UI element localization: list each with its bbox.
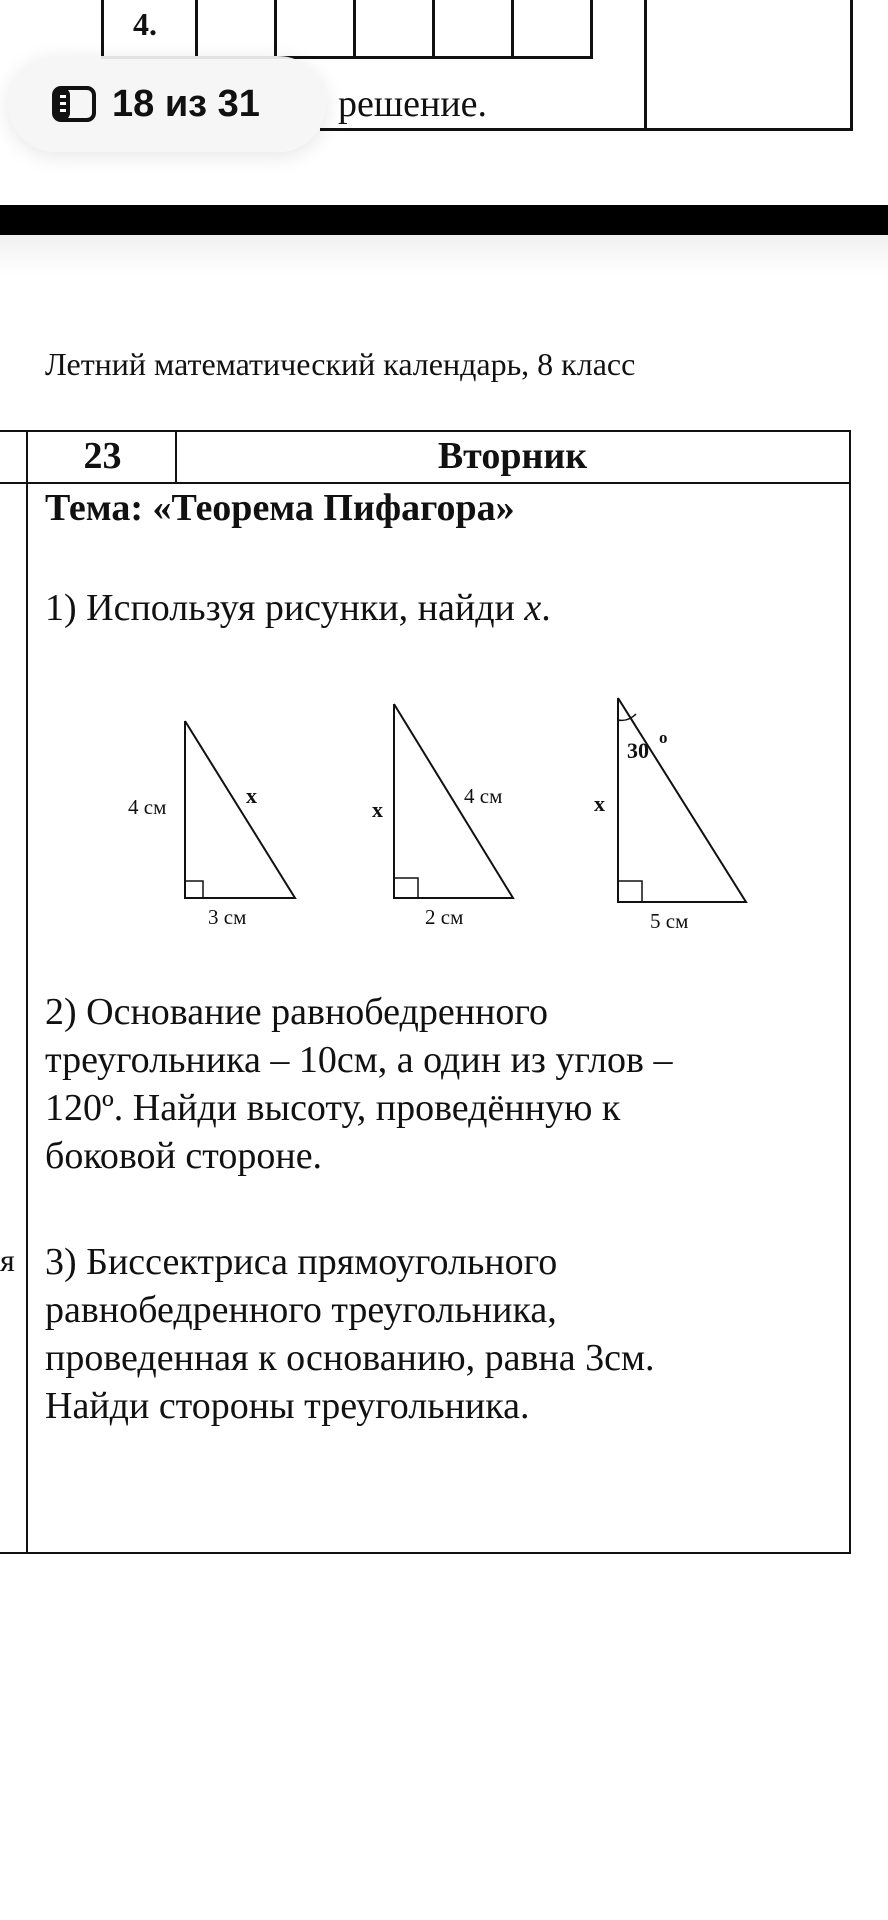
question-2-line: 120º. Найди высоту, проведённую к — [45, 1087, 621, 1129]
question-1-prefix: 1) Используя рисунки, найди — [45, 587, 525, 629]
question-3-line: Найди стороны треугольника. — [45, 1385, 530, 1427]
triangle-1-leg-vertical-label: 4 см — [128, 795, 167, 819]
day-name: Вторник — [437, 435, 588, 477]
text-fragment: решение. — [338, 83, 488, 125]
topic-title: Тема: «Теорема Пифагора» — [45, 487, 515, 529]
triangle-2-hypotenuse-label: 4 см — [464, 784, 503, 808]
question-3-line: проведенная к основанию, равна 3см. — [45, 1337, 655, 1379]
triangle-3-leg-vertical-label: x — [594, 791, 605, 816]
question-2 — [45, 988, 845, 1180]
row-number: 4. — [133, 6, 157, 42]
page-indicator-text: 18 из 31 — [112, 82, 260, 125]
triangle-3-leg-horizontal-label: 5 см — [650, 909, 689, 933]
question-1-suffix: . — [541, 587, 551, 629]
table-border-bottom — [0, 1552, 851, 1554]
page-header: Летний математический календарь, 8 класс — [45, 346, 636, 382]
question-2-line: боковой стороне. — [45, 1135, 323, 1177]
question-3-line: 3) Биссектриса прямоугольного — [45, 1241, 558, 1283]
triangle-2-leg-horizontal-label: 2 см — [425, 905, 464, 929]
triangle-3-angle-degree: o — [659, 728, 668, 747]
question-3-line: равнобедренного треугольника, — [45, 1289, 557, 1331]
question-2-line: 2) Основание равнобедренного — [45, 991, 548, 1033]
left-margin-fragment: я — [0, 1242, 15, 1278]
question-2-line: треугольника – 10см, а один из углов – — [45, 1039, 673, 1081]
question-1-variable: x — [524, 587, 542, 629]
triangle-2-leg-vertical-label: x — [372, 797, 383, 822]
day-number: 23 — [83, 435, 122, 477]
question-3 — [45, 1238, 845, 1430]
triangle-1-hypotenuse-label: x — [246, 783, 257, 808]
triangle-1-leg-horizontal-label: 3 см — [208, 905, 247, 929]
triangle-3-angle-label: 30 — [627, 738, 649, 763]
triangle-2 — [372, 704, 513, 929]
triangle-3 — [594, 698, 746, 933]
triangle-1 — [128, 721, 295, 929]
angle-arc — [618, 714, 636, 720]
